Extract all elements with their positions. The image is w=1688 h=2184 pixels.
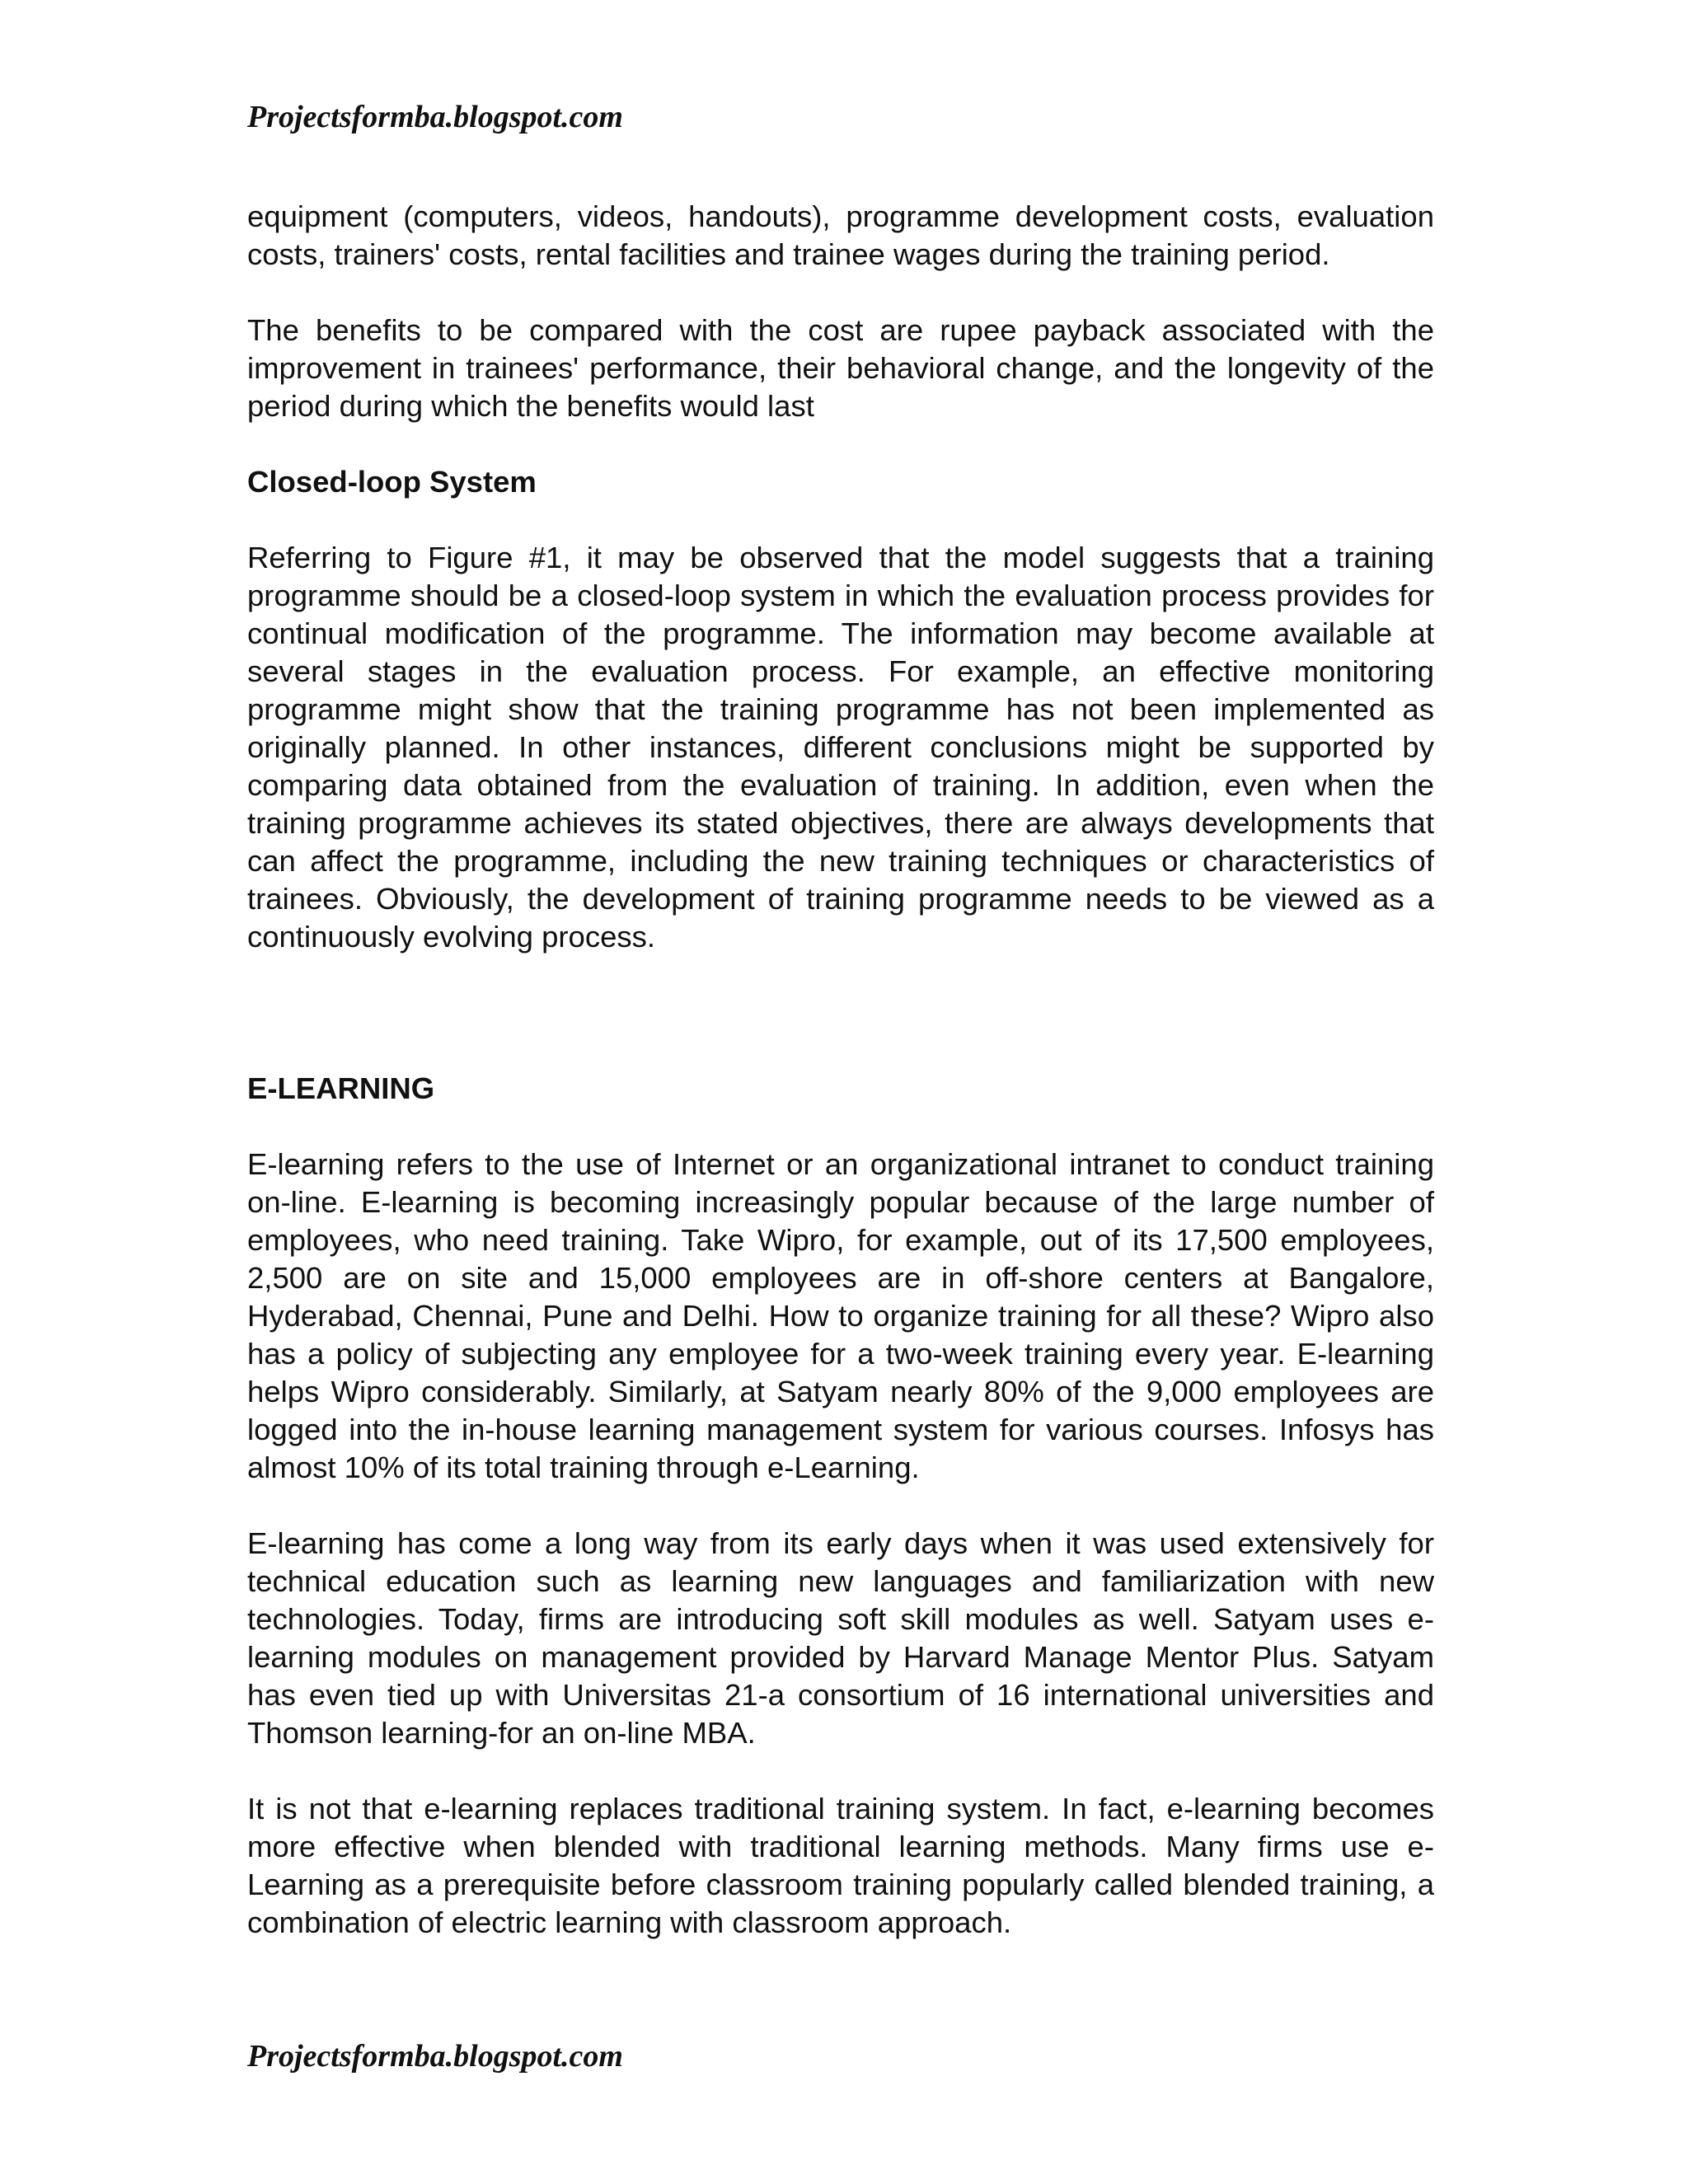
paragraph-closed-loop: Referring to Figure #1, it may be observed that the model suggests that a training programme should be a closed-loop system in which the evaluation process provides for continual modification of the programme. The information may become available at several stages in the evaluation process. For example, an effective monitoring programme might show that the training programme has not been implemented as originally planned. In other instances, different conclusions might be supported by comparing data obtained from the evaluation of training. In addition, even when the training programme achieves its stated objectives, there are always developments that can affect the programme, including the new training techniques or characteristics of trainees. Obviously, the development of training programme needs to be viewed as a continuously evolving process. [247,541,1434,954]
page-footer: Projectsformba.blogspot.com [247,2039,623,2074]
paragraph-gap [247,1487,1434,1525]
paragraph-blended-training: It is not that e-learning replaces traditional training system. In fact, e-learning becomes more effective when blended with traditional learning methods. Many firms use e-Learning as a prerequisite before classroom training popularly called blended training, a combination of electric learning with classroom approach. [247,1792,1434,1939]
paragraph-e-learning-history: E-learning has come a long way from its early days when it was used extensively for technical education such as learning new languages and familiarization with new technologies. Today, firms are introducing soft skill modules as well. Satyam uses e-learning modules on management provided by Harvard Manage Mentor Plus. Satyam has even tied up with Universitas 21-a consortium of 16 international universities and Thomson learning-for an on-line MBA. [247,1526,1434,1750]
paragraph-e-learning-definition: E-learning refers to the use of Internet or an organizational intranet to conduct training on-line. E-learning is becoming increasingly popular because of the large number of employees, who need training. Take Wipro, for example, out of its 17,500 employees, 2,500 are on site and 15,000 employees are in off-shore centers at Bangalore, Hyderabad, Chennai, Pune and Delhi. How to organize training for all these? Wipro also has a policy of subjecting any employee for a two-week training every year. E-learning helps Wipro considerably. Similarly, at Satyam nearly 80% of the 9,000 employees are logged into the in-house learning management system for various courses. Infosys has almost 10% of its total training through e-Learning. [247,1147,1434,1484]
page-body [247,198,1434,1942]
paragraph-gap [247,1752,1434,1790]
paragraph-gap [247,501,1434,539]
page-header: Projectsformba.blogspot.com [247,100,623,134]
paragraph-gap [247,425,1434,463]
heading-e-learning: E-LEARNING [247,1071,435,1105]
heading-closed-loop-system: Closed-loop System [247,465,537,499]
paragraph-training-costs: equipment (computers, videos, handouts), programme development costs, evaluation costs, trainers' costs, rental facilities and trainee wages during the training period. [247,199,1434,271]
section-gap [247,956,1434,1070]
paragraph-gap [247,274,1434,312]
paragraph-gap [247,1108,1434,1146]
paragraph-benefits: The benefits to be compared with the cost are rupee payback associated with the improvement in trainees' performance, their behavioral change, and the longevity of the period during which the benefits would last [247,313,1434,423]
